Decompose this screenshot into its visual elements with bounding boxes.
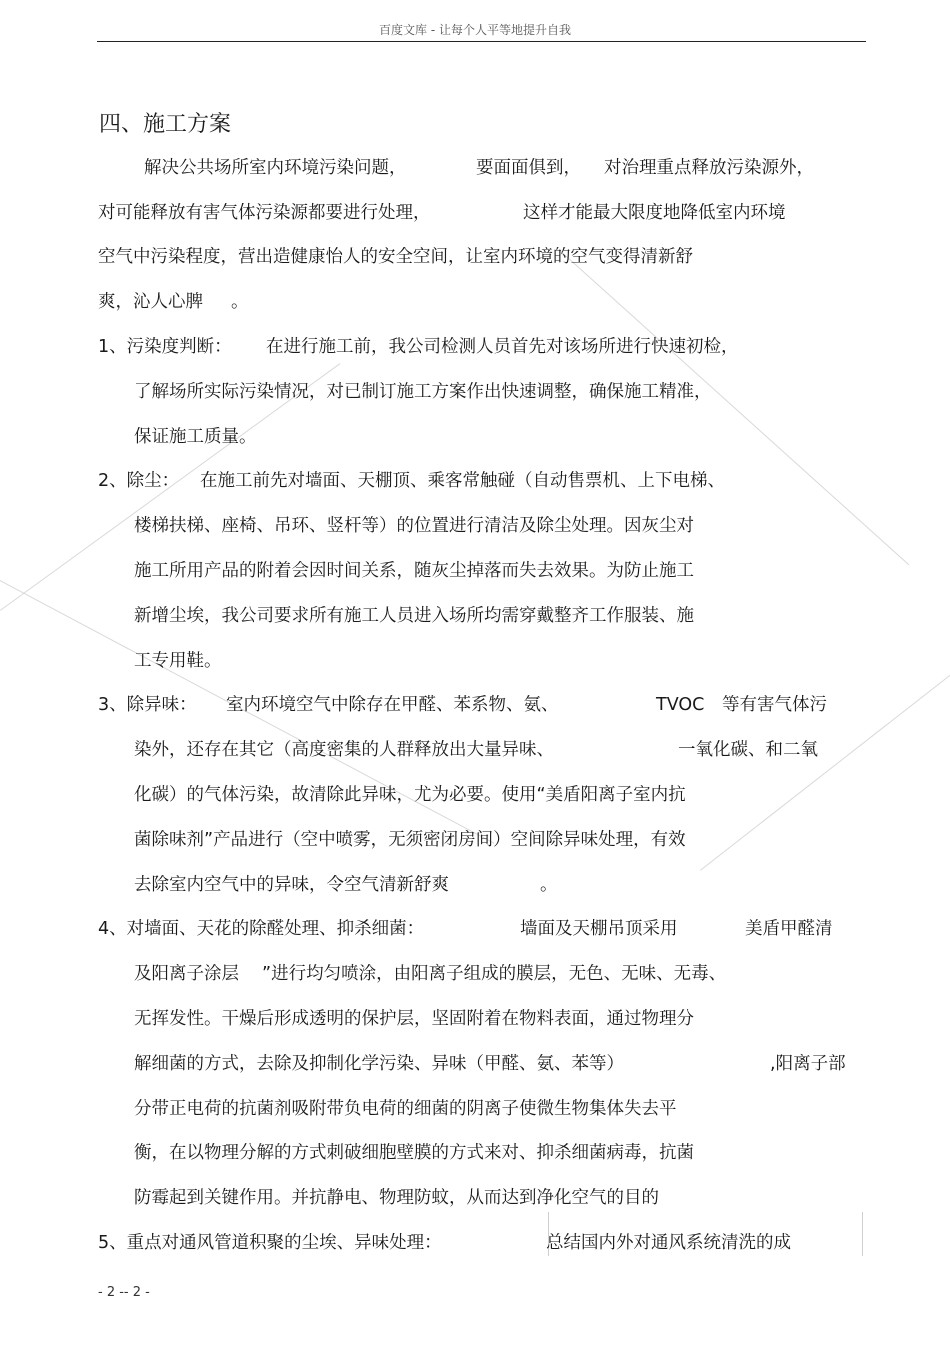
page-header: 百度文库 - 让每个人平等地提升自我 [379,23,571,37]
page-edge-mark [862,1212,863,1256]
text-segment: TVOC [656,695,705,715]
text-segment: 。 [540,875,558,895]
text-segment: 施工所用产品的附着会因时间关系，随灰尘掉落而失去效果。为防止施工 [134,561,694,581]
text-segment: 菌除味剂”产品进行（空中喷雾，无须密闭房间）空间除异味处理，有效 [134,830,686,850]
text-segment: 衡，在以物理分解的方式刺破细胞壁膜的方式来对、抑杀细菌病毒，抗菌 [134,1143,694,1163]
text-segment: 在施工前先对墙面、天棚顶、乘客常触碰（自动售票机、上下电梯、 [200,471,725,491]
text-segment: 楼梯扶梯、座椅、吊环、竖杆等）的位置进行清洁及除尘处理。因灰尘对 [134,516,694,536]
header-divider [97,41,866,42]
text-segment: 及阳离子涂层 [134,964,239,984]
text-segment: 1、污染度判断： [98,337,232,357]
text-segment: 。 [231,292,249,312]
text-segment: 空气中污染程度，营出造健康怡人的安全空间，让室内环境的空气变得清新舒 [98,247,693,267]
page-number: - 2 -- 2 - [98,1285,150,1300]
text-segment: 无挥发性。干燥后形成透明的保护层，坚固附着在物料表面，通过物理分 [134,1009,694,1029]
text-segment: 防霉起到关键作用。并抗静电、物理防蚊，从而达到净化空气的目的 [134,1188,659,1208]
text-segment: 总结国内外对通风系统清洗的成 [546,1233,791,1253]
text-segment: 4、对墙面、天花的除醛处理、抑杀细菌： [98,919,425,939]
text-segment: 保证施工质量。 [134,427,257,447]
text-segment: 对可能释放有害气体污染源都要进行处理， [98,203,431,223]
text-segment: 在进行施工前，我公司检测人员首先对该场所进行快速初检， [266,337,739,357]
text-segment: 了解场所实际污染情况，对已制订施工方案作出快速调整，确保施工精准， [134,382,712,402]
text-segment: 染外，还存在其它（高度密集的人群释放出大量异味、 [134,740,554,760]
text-segment: 等有害气体污 [722,695,827,715]
text-segment: 解决公共场所室内环境污染问题， [144,158,407,178]
text-segment: 去除室内空气中的异味，令空气清新舒爽 [134,875,449,895]
text-segment: 分带正电荷的抗菌剂吸附带负电荷的细菌的阴离子使微生物集体失去平 [134,1099,677,1119]
text-segment: 室内环境空气中除存在甲醛、苯系物、氨、 [226,695,559,715]
text-segment: 3、除异味： [98,695,197,715]
text-segment: 2、除尘： [98,471,180,491]
text-segment: 新增尘埃，我公司要求所有施工人员进入场所均需穿戴整齐工作服装、施 [134,606,694,626]
text-segment: 爽，沁人心脾 [98,292,203,312]
text-segment: 对治理重点释放污染源外， [604,158,814,178]
section-title: 四、施工方案 [99,112,232,137]
text-segment: 墙面及天棚吊顶采用 [520,919,678,939]
text-segment: 5、重点对通风管道积聚的尘埃、异味处理： [98,1233,442,1253]
text-segment: 美盾甲醛清 [745,919,833,939]
text-segment: 化碳）的气体污染，故清除此异味，尤为必要。使用“美盾阳离子室内抗 [134,785,686,805]
text-segment: 工专用鞋。 [134,651,222,671]
text-segment: 要面面俱到， [476,158,581,178]
text-segment: ,阳离子部 [770,1054,846,1074]
text-segment: 这样才能最大限度地降低室内环境 [523,203,786,223]
text-segment: 一氧化碳、和二氧 [678,740,818,760]
text-segment: ”进行均匀喷涂，由阳离子组成的膜层，无色、无味、无毒、 [262,964,727,984]
text-segment: 解细菌的方式，去除及抑制化学污染、异味（甲醛、氨、苯等） [134,1054,624,1074]
